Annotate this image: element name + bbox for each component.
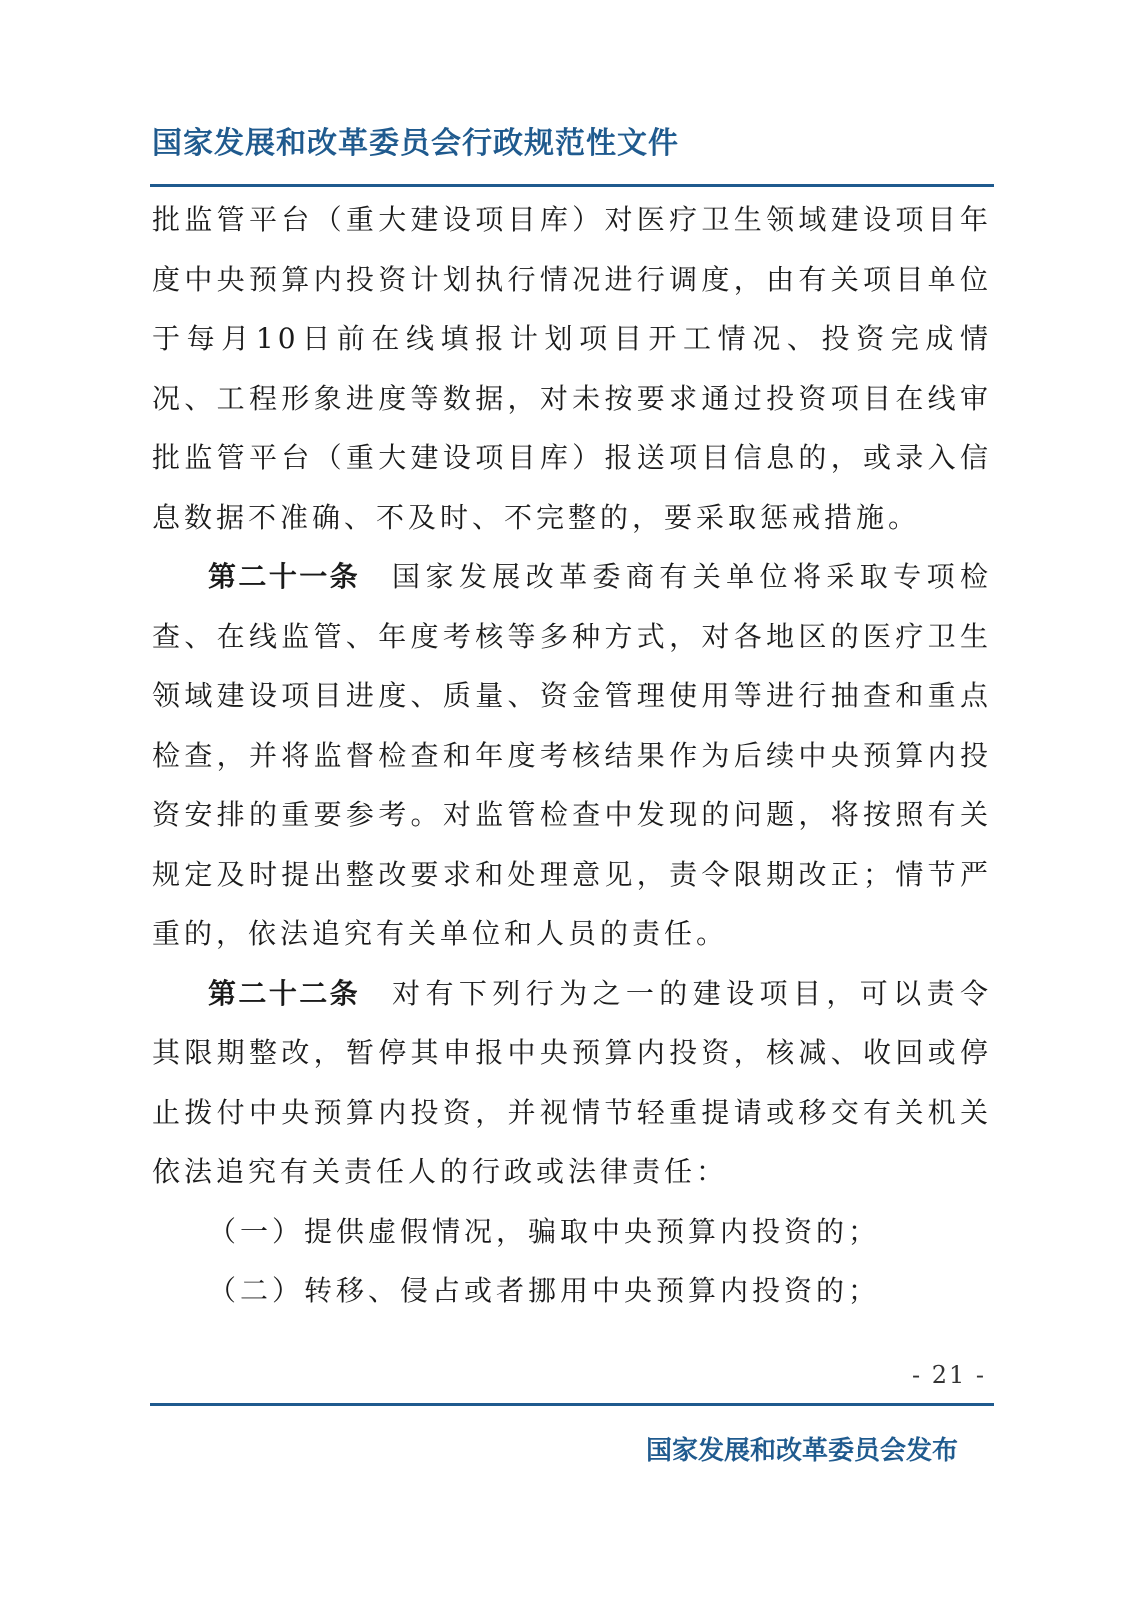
article-22	[152, 964, 992, 1202]
list-item-2: （二）转移、侵占或者挪用中央预算内投资的；	[208, 1274, 881, 1307]
document-body	[152, 190, 992, 1321]
page-number: - 21 -	[912, 1361, 987, 1389]
list-item-1: （一）提供虚假情况，骗取中央预算内投资的；	[208, 1214, 881, 1248]
paragraph-continuation: 批监管平台（重大建设项目库）对医疗卫生领域建设项目年度中央预算内投资计划执行情况进行调度，由有关项目单位于每月10日前在线填报计划项目开工情况、投资完成情况、工程形象进度等数据，对未按要求通过投资项目在线审批监管平台（重大建设项目库）报送项目信息的，或录入信息数据不准确、不及时、不完整的，要采取惩戒措施。	[152, 203, 992, 534]
article-22-text: 对有下列行为之一的建设项目，可以责令其限期整改，暂停其申报中央预算内投资，核减、收回或停止拨付中央预算内投资，并视情节轻重提请或移交有关机关依法追究有关责任人的行政或法律责任：	[152, 976, 992, 1188]
article-22-number: 第二十二条	[208, 976, 361, 1010]
article-21-number: 第二十一条	[208, 560, 361, 593]
article-21	[152, 547, 992, 964]
article-21-text: 国家发展改革委商有关单位将采取专项检查、在线监管、年度考核等多种方式，对各地区的医疗卫生领域建设项目进度、质量、资金管理使用等进行抽查和重点检查，并将监督检查和年度考核结果作为后续中央预算内投资安排的重要参考。对监管检查中发现的问题，将按照有关规定及时提出整改要求和处理意见，责令限期改正；情节严重的，依法追究有关单位和人员的责任。	[152, 560, 992, 950]
footer-divider	[150, 1403, 994, 1406]
document-header-title: 国家发展和改革委员会行政规范性文件	[152, 126, 679, 161]
footer-publisher: 国家发展和改革委员会发布	[646, 1436, 959, 1466]
header-divider	[150, 184, 994, 187]
